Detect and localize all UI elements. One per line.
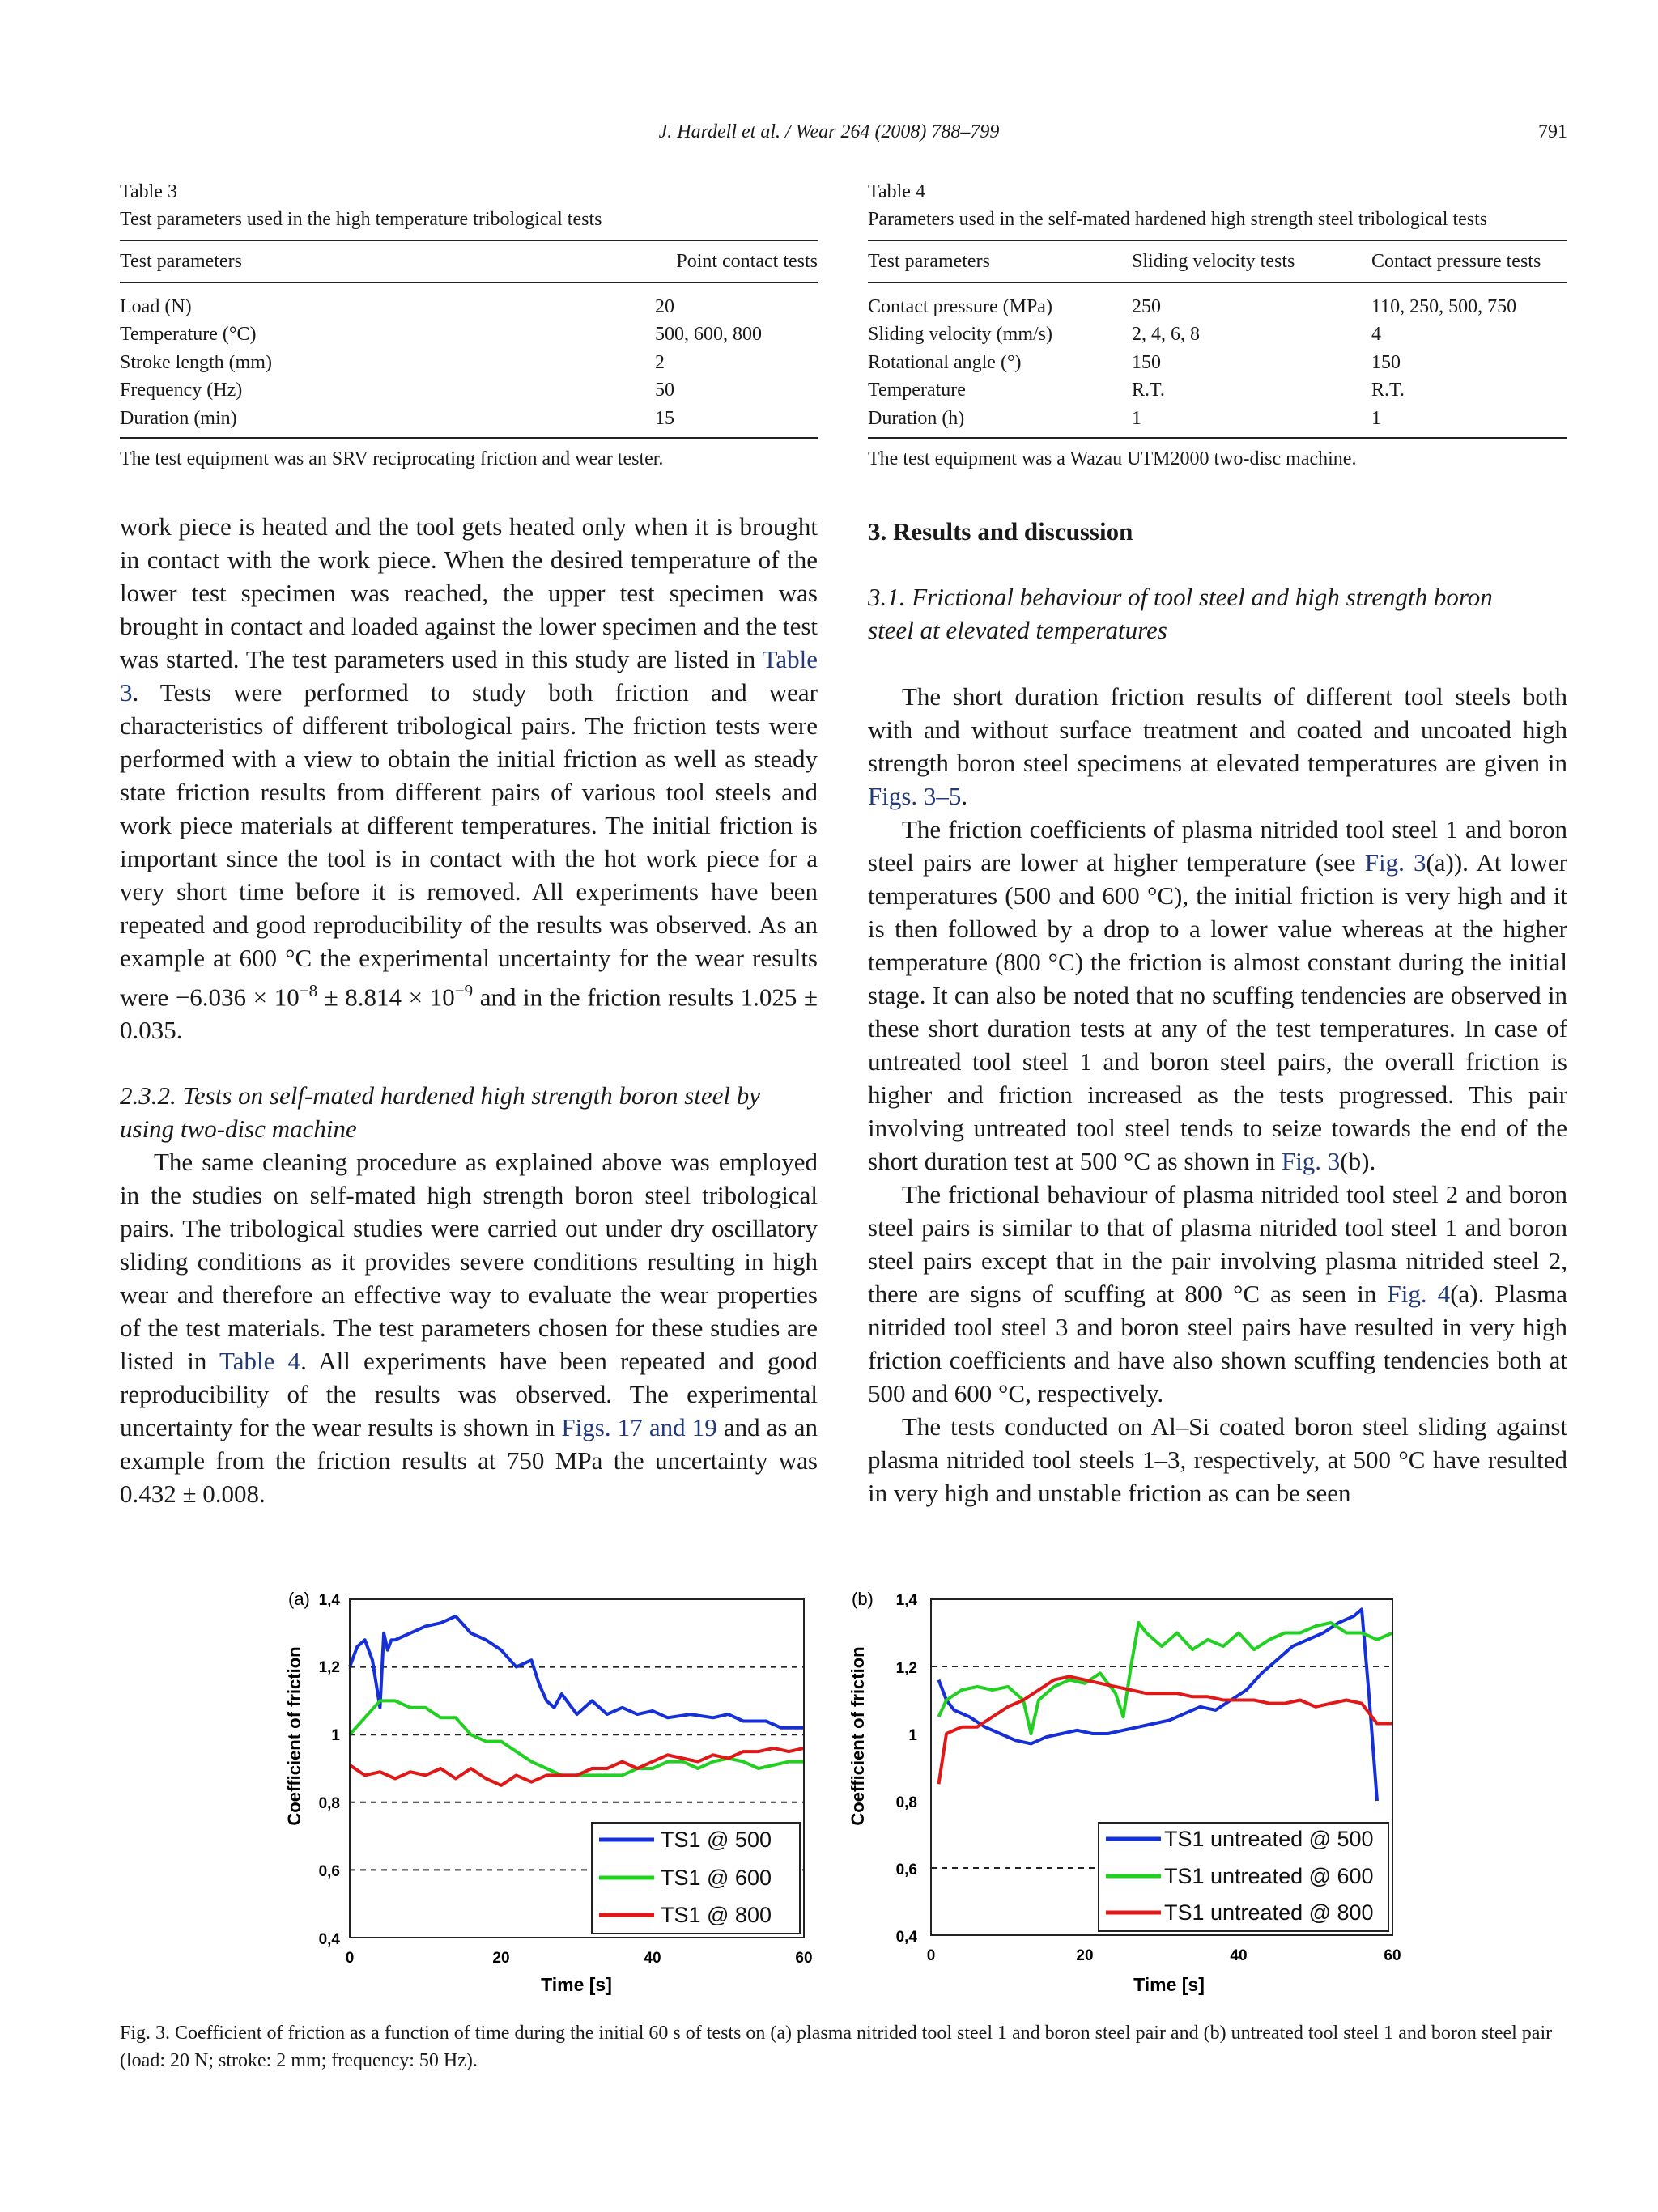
table-cell: R.T. (1132, 380, 1165, 401)
superscript: −9 (454, 981, 474, 1000)
table-row (120, 293, 818, 321)
panel-label: (a) (288, 1589, 310, 1609)
series-line-blue (350, 1616, 804, 1728)
text-run: (a)). At lower temperatures (500 and 600 °C), the initial friction is very high and it is then followed by a drop to a lower value whereas at the higher temperature (800 °C) the friction is almost constant during the initial stage. It can also be noted that no scuffing tendencies are observed in these short duration tests at any of the test temperatures. In case of untreated tool steel 1 and boron steel pairs, the overall friction is higher and friction increased as the tests progressed. This pair involving untreated tool steel tends to seize towards the end of the short duration test at 500 °C as shown in (868, 848, 1567, 1175)
y-ticks (319, 1592, 341, 1948)
series-lines (939, 1609, 1393, 1801)
text-run: (b). (1340, 1147, 1376, 1175)
table-3-header (120, 248, 818, 276)
y-axis-title: Coefficient of friction (284, 1646, 304, 1826)
y-tick-label: 0,4 (318, 1931, 340, 1948)
series-lines (350, 1616, 804, 1785)
table-row (120, 376, 818, 405)
table-row (120, 321, 818, 349)
x-tick-label: 20 (492, 1950, 510, 1967)
chart-a (284, 1589, 813, 1995)
y-ticks (896, 1592, 918, 1946)
table-cell: 110, 250, 500, 750 (1371, 295, 1517, 317)
y-tick-label: 1 (331, 1727, 340, 1744)
table-cell: Temperature (868, 380, 966, 401)
text-run: The frictional behaviour of plasma nitrided tool steel 2 and boron steel pairs is similar to that of plasma nitrided tool steel 1 and boron steel pairs except that in the pair involving plasma nitrided steel 2, there are signs of scuffing at 800 °C as seen in (868, 1180, 1567, 1308)
x-tick-label: 40 (1230, 1947, 1248, 1964)
table-row (868, 349, 1567, 377)
table-cell: Frequency (Hz) (120, 380, 243, 401)
table-4-body (868, 293, 1567, 433)
x-tick-label: 60 (1384, 1947, 1401, 1964)
table-4-col-header: Test parameters (868, 251, 990, 272)
y-tick-label: 0,4 (895, 1929, 917, 1946)
table-cell: Duration (h) (868, 407, 965, 429)
x-axis-title: Time [s] (1133, 1974, 1205, 1995)
x-tick-label: 40 (644, 1950, 661, 1967)
legend-label: TS1 @ 600 (661, 1866, 772, 1890)
text-run: (a). Plasma nitrided tool steel 3 and boron steel pairs have resulted in very high friction coefficients and have also shown scuffing tendencies both at 500 and 600 °C, respectively. (868, 1280, 1567, 1407)
table-3-col-header: Point contact tests (676, 251, 818, 272)
text-run: The short duration friction results of different tool steels both with and without surface treatment and coated and uncoated high strength boron steel specimens at elevated temperatures are given in (868, 682, 1567, 777)
series-line-red (350, 1748, 804, 1785)
table-4-footnote: The test equipment was a Wazau UTM2000 two-disc machine. (868, 448, 1357, 469)
table-cell: 2, 4, 6, 8 (1132, 324, 1200, 345)
text-run: . Tests were performed to study both friction and wear characteristics of different tribological pairs. The friction tests were performed with a view to obtain the initial friction as well as steady state friction results from different pairs of various tool steels and work piece materials at different temperatures. The initial friction is important since the tool is in contact with the hot work piece for a very short time before it is removed. All experiments have been repeated and good reproducibility of the results was observed. As an example at 600 °C the experimental uncertainty for the wear results were −6.036 × 10 (120, 678, 818, 1012)
page-number: 791 (1538, 121, 1567, 142)
table-cell: Duration (min) (120, 407, 237, 429)
x-tick-label: 0 (926, 1947, 936, 1964)
table-3-link[interactable]: Table 3 (120, 645, 818, 707)
series-line-red (939, 1676, 1393, 1784)
legend-label: TS1 @ 800 (661, 1903, 772, 1927)
table-cell: Temperature (°C) (120, 324, 257, 345)
x-ticks (346, 1950, 813, 1967)
table-row (868, 405, 1567, 433)
table-cell: 2 (655, 351, 665, 373)
y-tick-label: 0,8 (895, 1794, 917, 1811)
text-run: The same cleaning procedure as explained above was employed in the studies on self-mated high strength boron steel tribological pairs. The tribological studies were carried out under dry oscillatory sliding conditions as it provides severe conditions resulting in high wear and therefore an effective way to evaluate the wear properties of the test materials. The test parameters chosen for these studies are listed in (120, 1148, 818, 1376)
table-3-footnote: The test equipment was an SRV reciprocating friction and wear tester. (120, 448, 664, 469)
subsection-heading: 2.3.2. Tests on self-mated hardened high strength boron steel by using two-disc machine (120, 1081, 761, 1144)
text-run: and as an example from the friction results at 750 MPa the uncertainty was 0.432 ± 0.008. (120, 1413, 818, 1509)
x-axis-title: Time [s] (541, 1974, 612, 1995)
panel-label: (b) (852, 1589, 874, 1609)
y-tick-label: 1,2 (318, 1659, 340, 1676)
table-cell: 50 (655, 380, 674, 401)
paragraph (868, 813, 1567, 1178)
text-run: The friction coefficients of plasma nitrided tool steel 1 and boron steel pairs are lower at higher temperature (see (868, 815, 1567, 877)
fig-4-link[interactable]: Fig. 4 (1387, 1280, 1451, 1308)
table-3 (120, 178, 818, 473)
table-4-link[interactable]: Table 4 (219, 1347, 301, 1376)
table-row (120, 405, 818, 433)
table-4-col-header: Contact pressure tests (1371, 251, 1541, 272)
y-tick-label: 1,4 (895, 1592, 917, 1609)
text-run: ± 8.814 × 10 (317, 983, 455, 1012)
x-ticks (927, 1947, 1401, 1964)
table-cell: 150 (1371, 351, 1401, 373)
table-4 (868, 178, 1567, 473)
section-heading: 3. Results and discussion (868, 517, 1133, 546)
table-cell: 250 (1132, 295, 1161, 317)
series-line-green (939, 1623, 1393, 1734)
paragraph (120, 1145, 818, 1510)
legend (592, 1823, 800, 1934)
table-4-label: Table 4 (868, 181, 925, 202)
y-tick-label: 1,4 (318, 1592, 340, 1609)
text-run: . (961, 782, 968, 810)
y-tick-label: 0,6 (318, 1863, 340, 1880)
table-4-header (868, 248, 1567, 276)
table-cell: 1 (1132, 407, 1141, 429)
table-cell: Contact pressure (MPa) (868, 295, 1052, 317)
x-tick-label: 60 (795, 1950, 813, 1967)
table-3-bottom-rule (120, 437, 818, 439)
legend-label: TS1 @ 500 (661, 1828, 772, 1852)
table-4-top-rule (868, 240, 1567, 241)
table-cell: 500, 600, 800 (655, 324, 762, 345)
table-cell: Sliding velocity (mm/s) (868, 324, 1052, 345)
y-tick-label: 0,8 (318, 1795, 340, 1812)
right-column (868, 515, 1567, 1509)
running-header-title: J. Hardell et al. / Wear 264 (2008) 788–799 (658, 121, 1000, 142)
table-cell: 4 (1371, 324, 1381, 345)
table-3-col-header: Test parameters (120, 251, 242, 272)
table-cell: 150 (1132, 351, 1161, 373)
y-tick-label: 1 (908, 1727, 917, 1744)
table-cell: 1 (1371, 407, 1381, 429)
table-3-caption: Test parameters used in the high temperature tribological tests (120, 209, 602, 230)
paragraph (868, 1178, 1567, 1410)
table-cell: 15 (655, 407, 674, 429)
paragraph (120, 510, 818, 1047)
table-cell: R.T. (1371, 380, 1405, 401)
table-4-bottom-rule (868, 437, 1567, 439)
text-run: . All experiments have been repeated and good reproducibility of the results was observed. The experimental uncertainty for the wear results is shown in (120, 1347, 818, 1442)
table-row (868, 321, 1567, 349)
fig-3-link[interactable]: Fig. 3 (1281, 1147, 1341, 1175)
paragraph: The tests conducted on Al–Si coated boron steel sliding against plasma nitrided tool steels 1–3, respectively, at 500 °C have resulted in very high and unstable friction as can be seen (868, 1412, 1567, 1507)
table-4-caption: Parameters used in the self-mated hardened high strength steel tribological tests (868, 209, 1488, 230)
table-cell: Load (N) (120, 295, 192, 317)
figure-3 (275, 1578, 1441, 2007)
table-cell: Stroke length (mm) (120, 351, 272, 373)
table-4-col-header: Sliding velocity tests (1132, 251, 1295, 272)
table-cell: Rotational angle (°) (868, 351, 1022, 373)
table-4-header-rule (868, 282, 1567, 283)
legend-label: TS1 untreated @ 500 (1164, 1827, 1374, 1851)
paragraph (868, 680, 1567, 813)
x-tick-label: 20 (1076, 1947, 1094, 1964)
text-run: and in the friction results 1.025 ± 0.035. (120, 983, 818, 1045)
y-tick-label: 1,2 (895, 1660, 917, 1677)
table-3-top-rule (120, 240, 818, 241)
figs-17-19-link[interactable]: Figs. 17 and 19 (561, 1413, 717, 1442)
left-column (120, 510, 818, 1510)
subsection-heading: 3.1. Frictional behaviour of tool steel and high strength boron steel at elevated temperatures (868, 583, 1493, 644)
table-row (868, 376, 1567, 405)
table-3-body (120, 293, 818, 433)
superscript: −8 (299, 981, 318, 1000)
table-3-header-rule (120, 282, 818, 283)
chart-b (848, 1589, 1401, 1995)
x-tick-label: 0 (345, 1950, 355, 1967)
table-row (120, 349, 818, 377)
table-cell: 20 (655, 295, 674, 317)
table-3-label: Table 3 (120, 181, 177, 202)
text-run: work piece is heated and the tool gets heated only when it is brought in contact with the work piece. When the desired temperature of the lower test specimen was reached, the upper test specimen was brought in contact and loaded against the lower specimen and the test was started. The test parameters used in this study are listed in (120, 512, 818, 673)
legend-label: TS1 untreated @ 800 (1164, 1900, 1374, 1925)
y-axis-title: Coefficient of friction (848, 1646, 868, 1826)
table-row (868, 293, 1567, 321)
legend (1099, 1823, 1388, 1931)
figure-3-caption: Fig. 3. Coefficient of friction as a function of time during the initial 60 s of tests on (a) plasma nitrided tool steel 1 and boron steel pair and (b) untreated tool steel 1 and boron steel pair (load: 20 N; stroke: 2 mm; frequency: 50 Hz). (120, 2023, 1553, 2071)
figs-3-5-link[interactable]: Figs. 3–5 (868, 782, 962, 810)
legend-label: TS1 untreated @ 600 (1164, 1864, 1374, 1888)
fig-3-link[interactable]: Fig. 3 (1364, 848, 1426, 877)
y-tick-label: 0,6 (895, 1862, 917, 1879)
